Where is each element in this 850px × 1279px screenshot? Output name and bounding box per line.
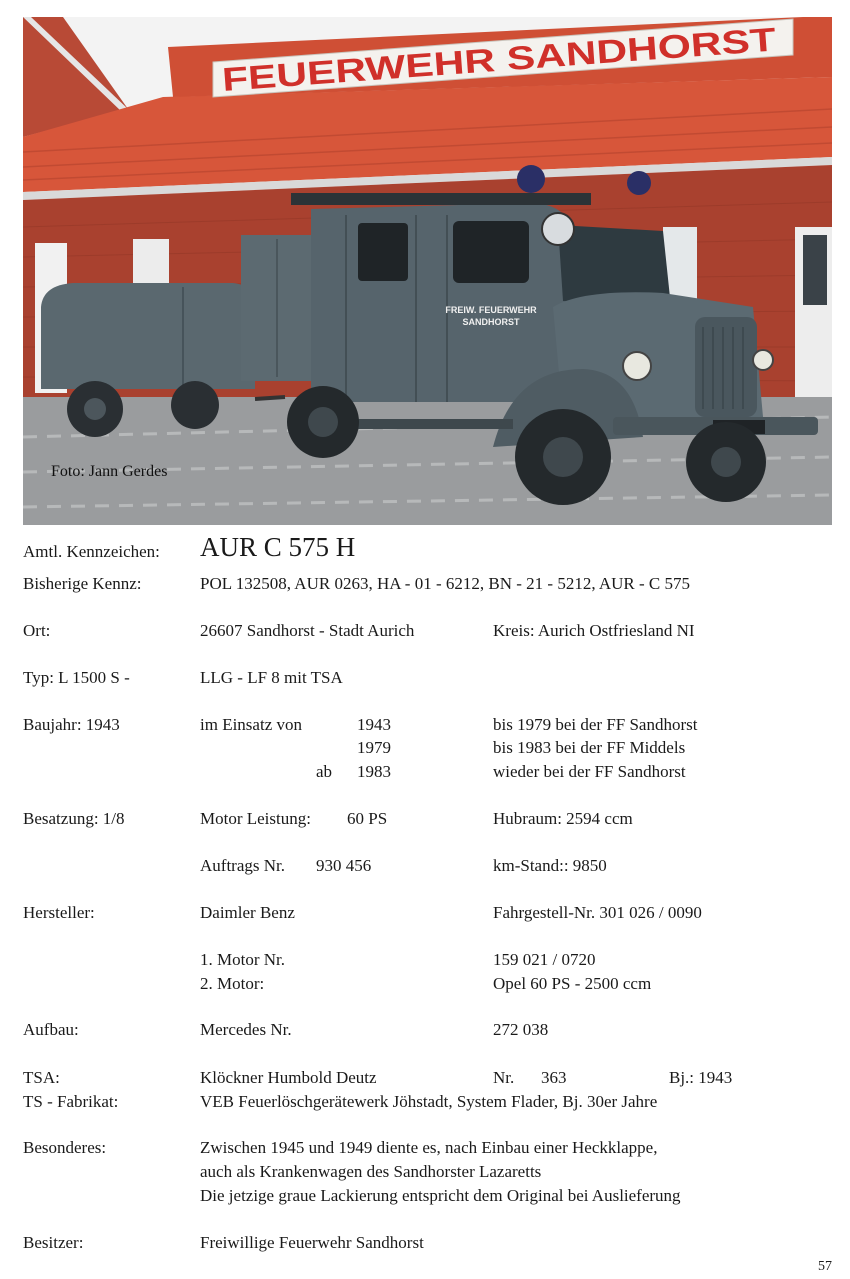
ort-value: 26607 Sandhorst - Stadt Aurich bbox=[200, 621, 415, 640]
fire-truck-illustration bbox=[23, 17, 832, 525]
headlight bbox=[753, 350, 773, 370]
building-sign-text: FEUERWEHR SANDHORST bbox=[220, 29, 653, 98]
photo-credit: Foto: Jann Gerdes bbox=[51, 463, 168, 480]
ort-label: Ort: bbox=[23, 621, 51, 640]
motor-leistung-label: Motor Leistung: bbox=[200, 809, 311, 828]
aufbau-label: Aufbau: bbox=[23, 1020, 79, 1039]
trailer bbox=[41, 283, 255, 389]
motor2-value: Opel 60 PS - 2500 ccm bbox=[493, 974, 652, 993]
ts-fabrikat-label: TS - Fabrikat: bbox=[23, 1092, 119, 1111]
aufbau-value: Mercedes Nr. bbox=[200, 1020, 292, 1039]
typ-label: Typ: L 1500 S - bbox=[23, 668, 130, 687]
bisherige-label: Bisherige Kennz: bbox=[23, 574, 142, 593]
door-lettering-line1: FREIW. FEUERWEHR bbox=[445, 305, 537, 315]
einsatz-year-3: 1983 bbox=[357, 762, 391, 781]
hersteller-value: Daimler Benz bbox=[200, 903, 295, 922]
besonderes-line-2: auch als Krankenwagen des Sandhorster Lazaretts bbox=[200, 1162, 542, 1181]
ts-fabrikat-value: VEB Feuerlöschgerätewerk Jöhstadt, System Flader, Bj. 30er Jahre bbox=[200, 1092, 658, 1111]
einsatz-ab: ab bbox=[316, 762, 333, 781]
cabin-window bbox=[358, 223, 408, 281]
besonderes-label: Besonderes: bbox=[23, 1138, 107, 1157]
einsatz-note-2: bis 1983 bei der FF Middels bbox=[493, 738, 686, 757]
typ-value: LLG - LF 8 mit TSA bbox=[200, 668, 343, 687]
besatzung-label: Besatzung: 1/8 bbox=[23, 809, 125, 828]
besonderes-line-3: Die jetzige graue Lackierung entspricht dem Original bei Auslieferung bbox=[200, 1186, 681, 1205]
motor1-label: 1. Motor Nr. bbox=[200, 950, 285, 969]
blue-light bbox=[627, 171, 651, 195]
hersteller-label: Hersteller: bbox=[23, 903, 95, 922]
radiator-grille bbox=[695, 317, 757, 417]
tsa-nr-value: 363 bbox=[541, 1068, 567, 1087]
motor2-label: 2. Motor: bbox=[200, 974, 265, 993]
tsa-label: TSA: bbox=[23, 1068, 60, 1087]
einsatz-year-1: 1943 bbox=[357, 715, 391, 734]
headlight bbox=[623, 352, 651, 380]
auftrag-label: Auftrags Nr. bbox=[200, 856, 285, 875]
tsa-nr-label: Nr. bbox=[493, 1068, 515, 1087]
fahrgestell-value: Fahrgestell-Nr. 301 026 / 0090 bbox=[493, 903, 702, 922]
roof-ladder bbox=[291, 193, 591, 205]
blue-light bbox=[517, 165, 545, 193]
cabin-window bbox=[453, 221, 529, 283]
kreis-value: Kreis: Aurich Ostfriesland NI bbox=[493, 621, 695, 640]
einsatz-label: im Einsatz von bbox=[200, 715, 302, 734]
kennzeichen-label: Amtl. Kennzeichen: bbox=[23, 542, 160, 561]
bisherige-value: POL 132508, AUR 0263, HA - 01 - 6212, BN - 21 - 5212, AUR - C 575 bbox=[200, 574, 691, 593]
door-lettering-line2: SANDHORST bbox=[462, 317, 520, 327]
auftrag-value: 930 456 bbox=[316, 856, 372, 875]
window bbox=[133, 239, 169, 289]
tsa-baujahr: Bj.: 1943 bbox=[669, 1068, 733, 1087]
einsatz-note-3: wieder bei der FF Sandhorst bbox=[493, 762, 686, 781]
besonderes-line-1: Zwischen 1945 und 1949 diente es, nach Einbau einer Heckklappe, bbox=[200, 1138, 658, 1157]
page-number: 57 bbox=[818, 1259, 832, 1274]
fire-truck-photo bbox=[23, 17, 832, 525]
hubraum-value: Hubraum: 2594 ccm bbox=[493, 809, 633, 828]
aufbau-nr: 272 038 bbox=[493, 1020, 549, 1039]
motor1-value: 159 021 / 0720 bbox=[493, 950, 596, 969]
kennzeichen-value: AUR C 575 H bbox=[200, 532, 356, 562]
einsatz-year-2: 1979 bbox=[357, 738, 391, 757]
einsatz-note-1: bis 1979 bei der FF Sandhorst bbox=[493, 715, 698, 734]
besitzer-value: Freiwillige Feuerwehr Sandhorst bbox=[200, 1233, 424, 1252]
spotlight bbox=[542, 213, 574, 245]
motor-leistung-value: 60 PS bbox=[347, 809, 388, 828]
baujahr-label: Baujahr: 1943 bbox=[23, 715, 120, 734]
km-stand-value: km-Stand:: 9850 bbox=[493, 856, 607, 875]
besitzer-label: Besitzer: bbox=[23, 1233, 84, 1252]
tsa-value: Klöckner Humbold Deutz bbox=[200, 1068, 377, 1087]
